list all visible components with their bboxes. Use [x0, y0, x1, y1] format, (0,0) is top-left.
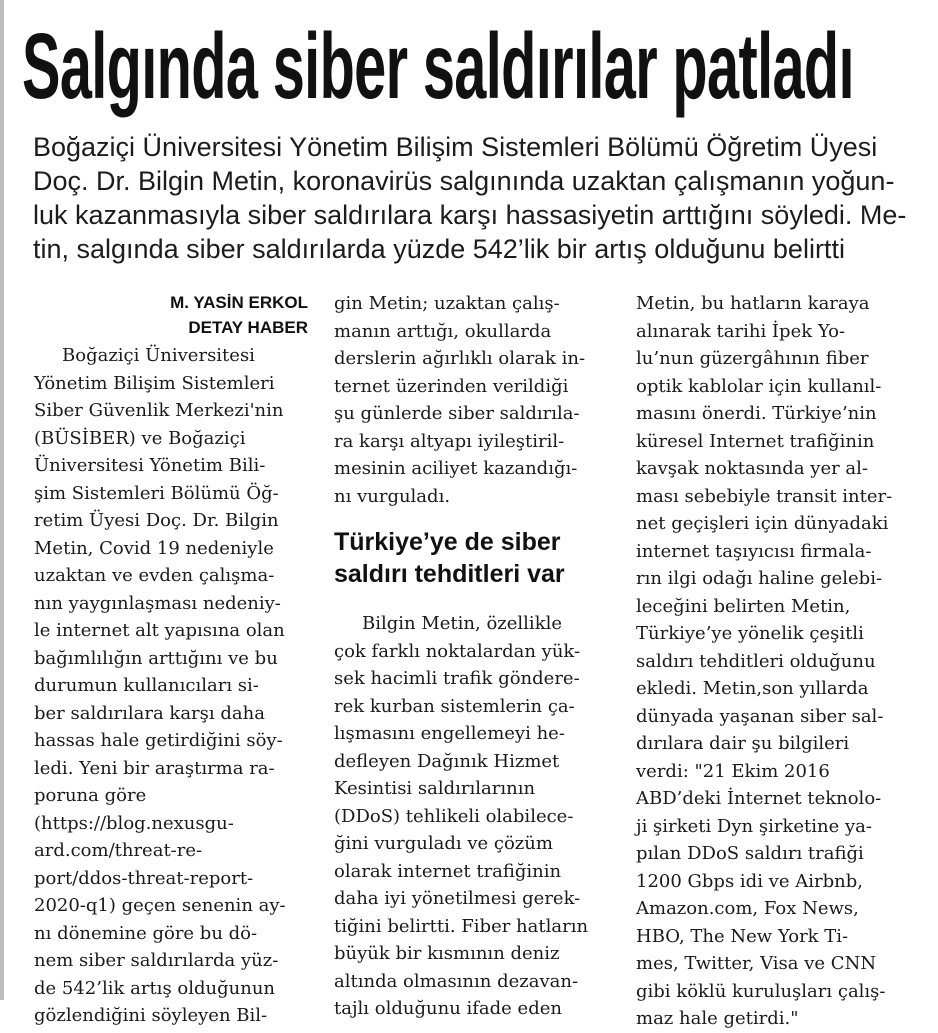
lead-paragraph [33, 130, 913, 266]
subheading-line: Türkiye’ye de siber [334, 528, 561, 556]
byline [34, 290, 314, 340]
body-line: rın ilgi odağı haline gelebi- [636, 568, 883, 589]
page-edge-rule [0, 0, 4, 1000]
body-line: olarak internet trafiğinin [334, 860, 562, 882]
body-line: dünyada yaşanan siber sal- [636, 705, 884, 727]
body-line: ber saldırılara karşı daha [34, 702, 265, 724]
body-line: rek kurban sistemlerin ça- [334, 695, 575, 717]
body-line: de 542’lik artış olduğunun [34, 977, 276, 999]
headline: Salgında siber saldırılar patladı [22, 14, 854, 118]
body-line: gözlendiğini söyleyen Bil- [34, 1005, 268, 1026]
body-line: derslerin ağırlıklı olarak in- [334, 348, 586, 369]
body-line: verdi: "21 Ekim 2016 [636, 760, 830, 782]
body-line: ması sebebiyle transit inter- [636, 485, 893, 507]
body-line: (BÜSİBER) ve Boğaziçi [34, 427, 246, 449]
body-line: retim Üyesi Doç. Dr. Bilgin [34, 510, 279, 531]
body-line: lu’nun güzergâhının fiber [636, 348, 869, 369]
body-line: poruna göre [34, 785, 147, 806]
body-line: Kesintisi saldırılarının [334, 778, 536, 799]
body-line: le internet alt yapısına olan [34, 620, 285, 641]
column-3 [636, 290, 926, 1033]
body-line: şim Sistemleri Bölümü Öğ- [34, 482, 279, 504]
body-line: optik kablolar için kullanıl- [636, 375, 882, 397]
body-line: gin Metin; uzaktan çalış- [334, 293, 560, 314]
body-line: ra karşı altyapı iyileştiril- [334, 430, 565, 452]
body-line: nem siber saldırılarda yüz- [34, 950, 279, 971]
body-line: maz hale getirdi." [636, 1008, 799, 1029]
body-line: 1200 Gbps idi ve Airbnb, [636, 870, 863, 892]
body-line: Metin, Covid 19 nedeniyle [34, 537, 274, 559]
body-line: mes, Twitter, Visa ve CNN [636, 953, 877, 974]
body-line: hassas hale getirdiğini söy- [34, 730, 283, 751]
body-line: şu günlerde siber saldırıla- [334, 403, 580, 424]
body-line: ekledi. Metin,son yıllarda [636, 678, 869, 699]
body-line: daha iyi yönetilmesi gerek- [334, 888, 581, 909]
body-line: alınarak tarihi İpek Yo- [636, 320, 846, 342]
body-line: küresel Internet trafiğinin [636, 430, 875, 452]
body-line: ğini vurguladı ve çözüm [334, 833, 553, 854]
body-line: ternet üzerinden verildiği [334, 375, 569, 397]
subheading [334, 526, 624, 590]
body-line: Türkiye’ye yönelik çeşitli [636, 623, 864, 644]
body-line: ABD’deki İnternet teknolo- [636, 788, 882, 809]
body-line: kavşak noktasında yer al- [636, 458, 868, 479]
body-line: Metin, bu hatların karaya [636, 293, 870, 314]
column-2 [334, 290, 624, 1023]
body-line: mesinin aciliyet kazandığı- [334, 458, 578, 479]
body-line: tajlı olduğunu ifade eden [334, 998, 562, 1019]
subheading-line: saldırı tehditleri var [334, 560, 565, 588]
byline-source: DETAY HABER [188, 318, 308, 337]
body-line: (DDoS) tehlikeli olabilece- [334, 805, 574, 827]
body-line: Boğaziçi Üniversitesi [62, 345, 255, 366]
lead-line: Doç. Dr. Bilgin Metin, koronavirüs salgınında uzaktan çalışmanın yoğun- [33, 166, 895, 196]
body-line: büyük bir kısmının deniz [334, 943, 560, 964]
byline-author: M. YASİN ERKOL [170, 293, 308, 312]
column-1 [34, 290, 314, 1030]
body-line: manın arttığı, okullarda [334, 320, 552, 342]
lead-line: Boğaziçi Üniversitesi Yönetim Bilişim Sistemleri Bölümü Öğretim Üyesi [33, 132, 878, 162]
body-line: ledi. Yeni bir araştırma ra- [34, 757, 275, 779]
body-line: çok farklı noktalardan yük- [334, 640, 581, 662]
body-line: nı dönemine göre bu dö- [34, 922, 258, 944]
column-1-body [34, 342, 314, 1030]
body-line: net geçişleri için dünyadaki [636, 513, 889, 534]
body-line: bağımlılığın arttığını ve bu [34, 647, 278, 669]
body-line: lışmasını engellemeyi he- [334, 723, 565, 744]
body-line: nı vurguladı. [334, 485, 451, 507]
body-line: masını önerdi. Türkiye’nin [636, 403, 877, 424]
body-line: dırılara dair şu bilgileri [636, 733, 850, 754]
body-line: gibi köklü kuruluşları çalış- [636, 980, 886, 1002]
body-line: nın yaygınlaşması nedeniy- [34, 592, 281, 614]
column-2-body-bottom [334, 610, 624, 1023]
body-line: internet taşıyıcısı firmala- [636, 540, 872, 562]
body-line: 2020-q1) geçen senenin ay- [34, 895, 286, 916]
body-line: (https://blog.nexusgu- [34, 812, 234, 834]
body-line: tiğini belirtti. Fiber hatların [334, 915, 589, 937]
body-line: sek hacimli trafik göndere- [334, 668, 580, 689]
body-line: Amazon.com, Fox News, [636, 898, 859, 919]
body-line: Siber Güvenlik Merkezi'nin [34, 400, 284, 421]
body-line: saldırı tehditleri olduğunu [636, 650, 876, 672]
body-line: Üniversitesi Yönetim Bili- [34, 455, 266, 476]
body-line: pılan DDoS saldırı trafiği [636, 843, 864, 864]
body-line: durumun kullanıcıları si- [34, 675, 259, 696]
lead-line: luk kazanmasıyla siber saldırılara karşı hassasiyetin arttığını söyledi. Me- [33, 200, 907, 230]
column-2-body-top [334, 290, 624, 510]
body-line: Bilgin Metin, özellikle [362, 613, 563, 634]
body-line: uzaktan ve evden çalışma- [34, 565, 275, 586]
body-line: HBO, The New York Ti- [636, 925, 849, 947]
body-line: port/ddos-threat-report- [34, 867, 254, 889]
lead-line: tin, salgında siber saldırılarda yüzde 542’lik bir artış olduğunu belirtti [33, 234, 845, 264]
body-line: Yönetim Bilişim Sistemleri [34, 372, 275, 394]
body-line: ji şirketi Dyn şirketine ya- [636, 815, 872, 837]
body-line: defleyen Dağınık Hizmet [334, 750, 560, 772]
body-line: leceğini belirten Metin, [636, 595, 851, 617]
body-line: altında olmasının dezavan- [334, 970, 579, 992]
body-line: ard.com/threat-re- [34, 840, 203, 861]
